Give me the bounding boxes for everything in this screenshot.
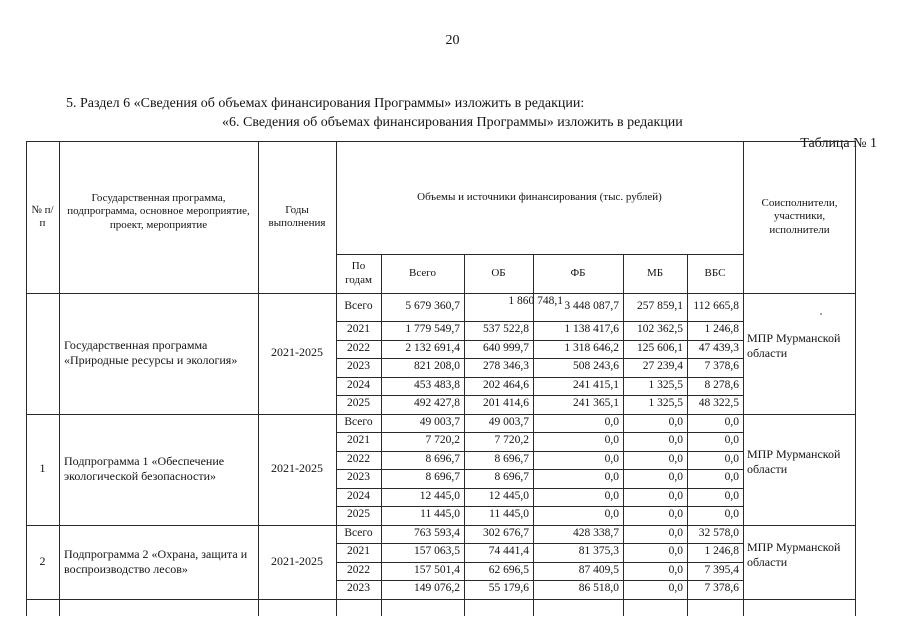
total-cell: 11 445,0 [420,508,460,521]
ob-cell: 640 999,7 [483,341,529,354]
year-cell: 2021 [347,323,370,336]
block-program-name: Подпрограмма 1 «Обеспечение экологической безопасности» [64,454,225,483]
vbs-cell: 0,0 [724,508,739,521]
mb-cell: 0,0 [668,508,683,521]
mb-cell: 0,0 [668,489,683,502]
header-total: Всего [409,266,436,279]
mb-cell: 1 325,5 [648,378,683,391]
year-cell: 2022 [347,563,370,576]
block-rule [26,599,856,600]
ob-cell: 8 696,7 [494,452,529,465]
header-years: Годы выполнения [268,203,326,229]
vbs-cell: 7 378,6 [704,360,739,373]
header-program: Государственная программа, подпрограмма, основное мероприятие, проект, мероприятие [67,192,250,231]
row-rule [336,377,743,378]
header-bottom-rule [26,293,856,294]
header-by-year: По годам [345,260,372,286]
total-cell: 7 720,2 [425,434,460,447]
year-cell: 2022 [347,452,370,465]
year-cell: Всего [344,526,373,539]
vbs-cell: 32 578,0 [698,526,739,539]
mb-cell: 0,0 [668,582,683,595]
block-executor: МПР Мурманской области [747,539,841,569]
ob-cell: 8 696,7 [494,471,529,484]
block-rule [26,414,856,415]
ob-cell: 74 441,4 [488,545,529,558]
row-rule [336,432,743,433]
mb-cell: 0,0 [668,563,683,576]
year-cell: 2023 [347,582,370,595]
total-cell: 8 696,7 [425,452,460,465]
year-cell: 2021 [347,545,370,558]
row-rule [336,395,743,396]
header-executors: Соисполнители, участники, исполнители [761,197,838,236]
ob-cell: 202 464,6 [483,378,529,391]
block-period: 2021-2025 [271,345,323,360]
year-cell: 2024 [347,378,370,391]
row-rule [336,358,743,359]
page-number: 20 [445,33,460,48]
fb-cell: 0,0 [604,452,619,465]
fb-cell: 0,0 [604,471,619,484]
mb-cell: 1 325,5 [648,397,683,410]
fb-cell: 1 318 646,2 [564,341,619,354]
ob-cell: 11 445,0 [489,508,529,521]
fb-cell: 1 138 417,6 [564,323,619,336]
ob-cell: 278 346,3 [483,360,529,373]
header-num: № п/п [31,203,54,229]
total-cell: 1 779 549,7 [405,323,460,336]
fb-cell: 0,0 [604,415,619,428]
mb-cell: 125 606,1 [637,341,683,354]
row-rule [336,488,743,489]
mb-cell: 0,0 [668,434,683,447]
ob-cell: 302 676,7 [483,526,529,539]
table-rule [258,141,259,616]
fb-cell: 86 518,0 [578,582,619,595]
block-program-name: Подпрограмма 2 «Охрана, защита и воспроизводство лесов» [64,546,248,576]
ob-cell: 201 414,6 [483,397,529,410]
total-cell: 149 076,2 [414,582,460,595]
total-cell: 821 208,0 [414,360,460,373]
header-funding: Объемы и источники финансирования (тыс. рублей) [417,190,662,203]
fb-cell: 241 365,1 [573,397,619,410]
block-number: 1 [39,461,46,475]
row-rule [336,340,743,341]
block-period: 2021-2025 [271,461,323,475]
funding-table [26,141,856,616]
ob-cell: 12 445,0 [488,489,529,502]
table-rule [743,141,744,616]
fb-cell: 0,0 [604,489,619,502]
block-program-name: Государственная программа «Природные ресурсы и экология» [64,338,238,368]
vbs-cell: 47 439,3 [698,341,739,354]
mb-cell: 0,0 [668,415,683,428]
vbs-cell: 48 322,5 [698,397,739,410]
vbs-cell: 7 378,6 [704,582,739,595]
vbs-cell: 0,0 [724,415,739,428]
header-fb: ФБ [570,266,586,279]
row-rule [336,506,743,507]
total-cell: 763 593,4 [414,526,460,539]
scan-speck [820,313,822,315]
year-cell: Всего [344,415,373,428]
mb-cell: 0,0 [668,471,683,484]
table-rule [336,141,337,616]
ob-cell: 62 696,5 [488,563,529,576]
vbs-cell: 8 278,6 [704,378,739,391]
intro-paragraph: 5. Раздел 6 «Сведения об объемах финансирования Программы» изложить в редакции: [66,96,585,111]
total-cell: 157 501,4 [414,563,460,576]
fb-cell: 81 375,3 [578,545,619,558]
ob-cell: 49 003,7 [488,415,529,428]
vbs-cell: 1 246,8 [704,323,739,336]
row-rule [336,321,743,322]
mb-cell: 0,0 [668,452,683,465]
year-cell: 2024 [347,489,370,502]
row-rule [336,580,743,581]
header-mb: МБ [646,266,664,279]
total-cell: 157 063,5 [414,545,460,558]
vbs-cell: 0,0 [724,489,739,502]
fb-cell: 87 409,5 [578,563,619,576]
ob-cell: 7 720,2 [494,434,529,447]
total-cell: 2 132 691,4 [405,341,460,354]
table-label: Таблица № 1 [800,136,877,151]
year-cell: 2023 [347,471,370,484]
fb-cell: 0,0 [604,508,619,521]
vbs-cell: 0,0 [724,434,739,447]
row-rule [336,451,743,452]
table-rule [59,141,60,616]
section-heading: «6. Сведения об объемах финансирования Программы» изложить в редакции [222,115,683,130]
year-cell: 2025 [347,397,370,410]
fb-cell: 3 448 087,7 [564,300,619,312]
block-executor: МПР Мурманской области [747,447,841,476]
vbs-cell: 7 395,4 [704,563,739,576]
fb-cell: 0,0 [604,434,619,447]
ob-cell: 537 522,8 [483,323,529,336]
vbs-cell: 0,0 [724,471,739,484]
total-cell: 5 679 360,7 [405,300,460,312]
block-rule [26,525,856,526]
row-rule [336,469,743,470]
year-cell: 2022 [347,341,370,354]
fb-cell: 241 415,1 [573,378,619,391]
row-rule [336,543,743,544]
total-cell: 453 483,8 [414,378,460,391]
mb-cell: 27 239,4 [642,360,683,373]
fb-cell: 428 338,7 [573,526,619,539]
year-cell: Всего [344,300,373,312]
mb-cell: 0,0 [668,545,683,558]
header-vbs: ВБС [704,266,726,279]
block-executor: МПР Мурманской области [747,331,841,361]
year-cell: 2023 [347,360,370,373]
total-cell: 12 445,0 [419,489,460,502]
ob-cell: 55 179,6 [488,582,529,595]
vbs-cell: 0,0 [724,452,739,465]
row-rule [336,562,743,563]
mb-cell: 0,0 [668,526,683,539]
vbs-cell: 1 246,8 [704,545,739,558]
block-period: 2021-2025 [271,553,323,568]
mb-cell: 102 362,5 [637,323,683,336]
ob-cell: 1 860 748,1 [508,295,563,307]
header-ob: ОБ [491,266,506,279]
mb-cell: 257 859,1 [637,300,683,312]
total-cell: 8 696,7 [425,471,460,484]
block-number: 2 [39,553,46,568]
total-cell: 49 003,7 [419,415,460,428]
year-cell: 2021 [347,434,370,447]
year-cell: 2025 [347,508,370,521]
total-cell: 492 427,8 [414,397,460,410]
vbs-cell: 112 665,8 [693,300,739,312]
fb-cell: 508 243,6 [573,360,619,373]
